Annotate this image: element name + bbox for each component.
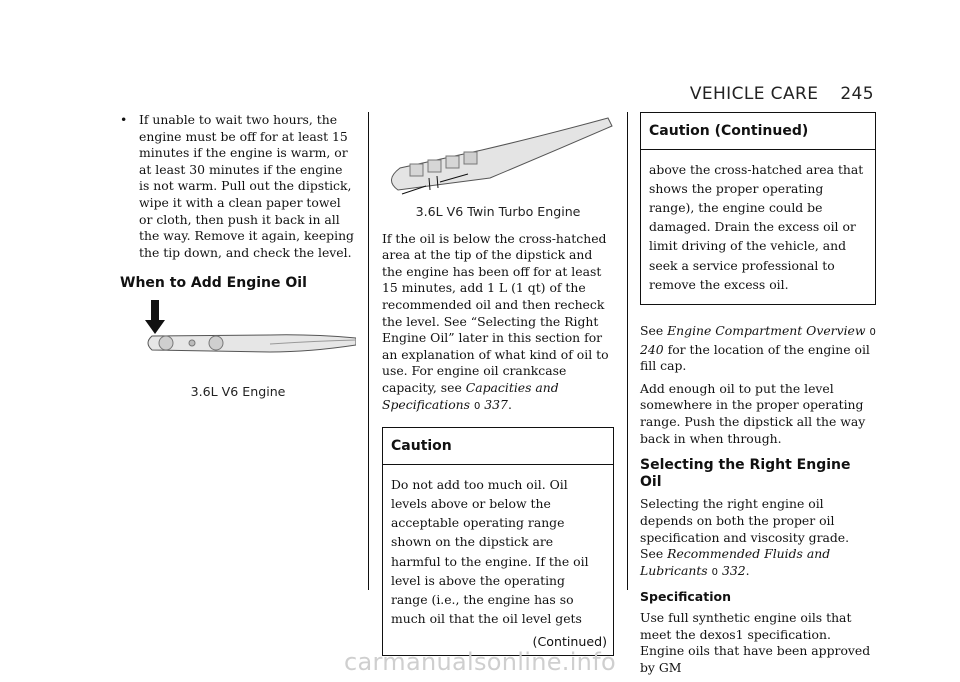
continued-label: (Continued) [532,634,607,650]
page-header [690,84,874,104]
hatch-mark [410,164,423,176]
page-ref-number[interactable]: 240 [640,341,664,357]
fill-cap-paragraph: See Engine Compartment Overview 0 240 for the location of the engine oil fill cap. [640,323,876,374]
caution-title: Caution [383,428,613,465]
section-heading-selecting-oil: Selecting the Right Engine Oil [640,457,851,490]
page-ref-number[interactable]: 332 [721,562,746,578]
hatch-mark [464,152,477,164]
oil-level-paragraph: If the oil is below the cross-hatched area at the tip of the dipstick and the engine has been off for at least 15 minutes, add 1 L (1 qt) of the recommended oil and then recheck the level. See “Selecting the Right Engine Oil” later in this section for an explanation of what kind of oil to use. For engine oil crankcase capacity, see Capacities and Specifications 0 337. [382,230,609,412]
subheading-specification: Specification [640,589,731,605]
selecting-oil-paragraph: Selecting the right engine oil depends on both the proper oil specification and viscosity grade. See Recommended Fluids and Lubricants 0 332. [640,496,850,578]
caution-text: above the cross-hatched area that shows the proper operating range), the engine could be damaged. Drain the excess oil or limit driving of the vehicle, and seek a service professional to remove the excess oil. [649,161,864,292]
column-divider [627,112,628,590]
caution-title: Caution (Continued) [641,113,875,150]
specification-paragraph: Use full synthetic engine oils that meet the dexos1 specification. Engine oils that have been approved by GM [640,609,871,675]
page-ref-icon: 0 [473,400,481,412]
page-ref-number[interactable]: 337 [484,396,508,412]
column-1 [120,112,356,401]
list-item [120,112,356,261]
page-ref-icon: 0 [711,566,718,578]
caution-box [382,427,614,656]
cross-reference-link[interactable]: Recommended Fluids and Lubricants [640,546,831,578]
figure-caption: 3.6L V6 Engine [190,383,286,399]
figure-caption: 3.6L V6 Twin Turbo Engine [415,204,581,219]
cross-reference-link[interactable]: Capacities and Specifications [382,379,559,412]
caution-text: Do not add too much oil. Oil levels above or below the acceptable operating range shown on the dipstick are harmful to the engine. If the oil level is above the operating range (i.e., the engine has so much oil that the oil level gets [391,476,589,627]
bullet-text: If unable to wait two hours, the engine must be off for at least 15 minutes if the engine is warm, or at least 30 minutes if the engine is not warm. Pull out the dipstick, wipe it with a clean paper towel or cloth, then push it back in all the way. Remove it again, keeping the tip down, and check the level. [139,112,354,260]
column-2 [382,112,614,656]
dipstick-figure-twin-turbo [382,112,614,198]
column-3 [640,112,876,682]
dipstick-blade [391,118,612,190]
add-oil-paragraph: Add enough oil to put the level somewhere in the proper operating range. Push the dipstick all the way back in when through. [640,380,866,446]
hatch-mark [209,336,223,350]
bullet-marker: • [120,112,128,127]
dipstick-figure-v6 [120,300,356,370]
column-divider [368,112,369,590]
hatch-mark [189,340,195,346]
cross-reference-link[interactable]: Engine Compartment Overview [667,323,866,339]
section-heading-add-oil: When to Add Engine Oil [120,275,307,292]
section-title: VEHICLE CARE [689,84,819,104]
hatch-mark [159,336,173,350]
down-arrow-icon [145,300,165,334]
dipstick-blade [148,335,356,352]
watermark: carmanualsonline.info [344,648,616,676]
hatch-mark [446,156,459,168]
page-ref-icon: 0 [869,327,876,339]
caution-box-continued [640,112,876,305]
page-number: 245 [840,84,874,104]
hatch-mark [428,160,441,172]
